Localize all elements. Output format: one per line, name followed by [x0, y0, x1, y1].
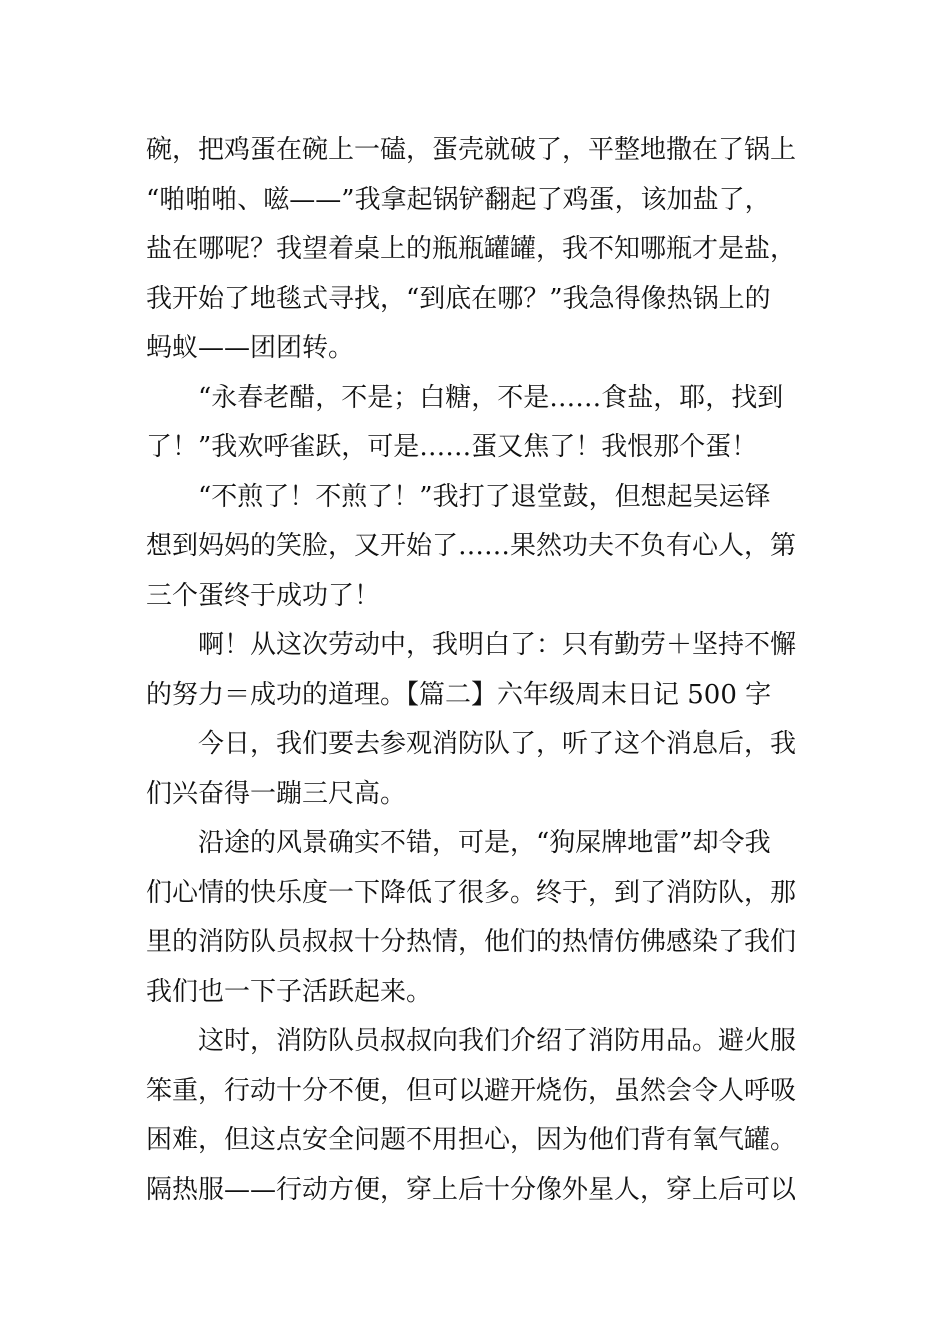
text-line: 里的消防队员叔叔十分热情，他们的热情仿佛感染了我们 — [146, 927, 797, 957]
text-line: 蚂蚁——团团转。 — [146, 333, 355, 363]
text-line: 碗，把鸡蛋在碗上一磕，蛋壳就破了，平整地撒在了锅上 — [146, 135, 797, 165]
text-line: “永春老醋，不是；白糖，不是……食盐，耶，找到 — [198, 382, 784, 413]
text-line: 盐在哪呢？我望着桌上的瓶瓶罐罐，我不知哪瓶才是盐， — [146, 234, 797, 264]
text-line: 我开始了地毯式寻找，“到底在哪？”我急得像热锅上的 — [146, 283, 771, 314]
text-line: 们心情的快乐度一下降低了很多。终于，到了消防队，那 — [146, 877, 797, 908]
text-line: 这时，消防队员叔叔向我们介绍了消防用品。避火服 — [198, 1026, 797, 1056]
text-line: 啊！从这次劳动中，我明白了：只有勤劳＋坚持不懈 — [198, 630, 797, 660]
text-line: 今日，我们要去参观消防队了，听了这个消息后，我 — [198, 729, 797, 759]
text-line: 我们也一下子活跃起来。 — [146, 976, 433, 1007]
text-line: 了！”我欢呼雀跃，可是……蛋又焦了！我恨那个蛋！ — [146, 432, 758, 462]
text-line: 笨重，行动十分不便，但可以避开烧伤，虽然会令人呼吸 — [146, 1075, 797, 1106]
text-line: 三个蛋终于成功了！ — [146, 580, 381, 611]
text-line: 们兴奋得一蹦三尺高。 — [146, 778, 407, 809]
text-line: 隔热服——行动方便，穿上后十分像外星人，穿上后可以 — [146, 1174, 797, 1205]
text-line: 沿途的风景确实不错，可是，“狗屎牌地雷”却令我 — [198, 828, 771, 858]
text-line: 想到妈妈的笑脸，又开始了……果然功夫不负有心人，第 — [146, 531, 797, 561]
text-line: “不煎了！不煎了！”我打了退堂鼓，但想起吴运铎 — [198, 481, 771, 512]
text-line: “啪啪啪、嗞——”我拿起锅铲翻起了鸡蛋，该加盐了， — [146, 184, 771, 215]
body-text — [146, 126, 806, 1215]
text-line: 的努力＝成功的道理。【篇二】六年级周末日记 500 字 — [146, 679, 772, 710]
text-line: 困难，但这点安全问题不用担心，因为他们背有氧气罐。 — [146, 1125, 797, 1155]
